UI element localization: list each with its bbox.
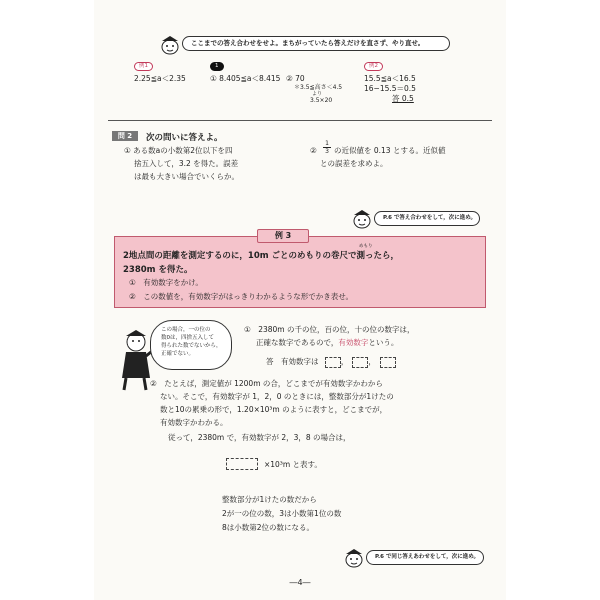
q1-answer-2-calc: 3.5×20 xyxy=(310,97,333,104)
solution2-line3: 数と10の累乗の形で，1.20×10³m のように表すと，どこまでが， xyxy=(160,405,388,414)
q2-item1-line2: 捨五入して，3.2 を得た。誤差 xyxy=(134,159,239,168)
example2-pill: 例2 xyxy=(364,62,383,71)
example2-answer-line2: 16−15.5＝0.5 xyxy=(364,84,416,93)
question1-pill: 1 xyxy=(210,62,224,71)
q2-fraction xyxy=(323,140,331,155)
solution2-line5: 従って，2380m で，有効数字が 2，3，8 の場合は， xyxy=(168,433,351,442)
q2-item2-line1: の近似値を 0.13 とする。近似値 xyxy=(334,146,446,155)
check-banner-1: P.6 で答え合わせをして，次に進め。 xyxy=(374,211,480,226)
bubble-line: この場合，一の位の xyxy=(161,327,211,333)
q1-answer-2-note: ＊3.5≦高さ＜4.5 xyxy=(294,84,343,91)
solution2-form: ×10³m と表す。 xyxy=(264,460,322,469)
answer-blank-1[interactable] xyxy=(325,357,341,368)
q1-answer-2-ruby: より xyxy=(312,91,323,97)
q2-item2-number: ② xyxy=(310,146,317,155)
comma: ， xyxy=(340,357,349,366)
q1-answer-1: ① 8.405≦a＜8.415 xyxy=(210,74,281,83)
speech-bubble xyxy=(150,320,232,370)
mascot-face-icon xyxy=(158,34,184,56)
answer-blank-2[interactable] xyxy=(352,357,368,368)
mascot-face-icon xyxy=(342,547,368,569)
form-blank[interactable] xyxy=(226,458,258,470)
q1-answer-2: ② 70 xyxy=(286,74,305,83)
solution1-answer xyxy=(266,356,396,368)
solution2-line4: 有効数字かわかる。 xyxy=(160,418,228,427)
example3-item1: ① 有効数字をかけ。 xyxy=(129,278,203,287)
fraction-numerator: 1 xyxy=(323,140,331,148)
section-divider xyxy=(108,120,492,121)
textbook-page xyxy=(94,0,506,600)
bubble-line: 正確でない。 xyxy=(161,351,195,357)
solution2-note3: 8は小数第2位の数になる。 xyxy=(222,523,315,532)
bubble-line: 数0は，四捨五入して xyxy=(161,335,214,341)
solution1-text: 正確な数字であるので， xyxy=(256,338,339,347)
example1-pill: 例1 xyxy=(134,62,153,71)
example2-answer-line1: 15.5≦a＜16.5 xyxy=(364,74,416,83)
example3-tab: 例 3 xyxy=(257,229,309,243)
answer-blank-3[interactable] xyxy=(380,357,396,368)
q2-item2-line2: との誤差を求めよ。 xyxy=(320,159,388,168)
example3-line2: 2380m を得た。 xyxy=(123,265,193,275)
q2-item1-line3: は最も大きい場合でいくらか。 xyxy=(134,172,239,181)
example3-box xyxy=(114,231,486,308)
example2-answer-final: 答 0.5 xyxy=(392,94,414,103)
example3-ruby: めもり xyxy=(359,244,373,249)
bubble-line: 得られた数でないから， xyxy=(161,343,222,349)
example3-line1: 2地点間の距離を測定するのに，10m ごとのめもりの巻尺で測ったら， xyxy=(123,251,400,261)
q2-item1-line1: ① ある数aの小数第2位以下を四 xyxy=(124,146,233,155)
solution1-line1: ① 2380m の千の位，百の位，十の位の数字は， xyxy=(244,325,415,334)
solution2-line1: ② たとえば，測定値が 1200m の合，どこまでが有効数字かわから xyxy=(150,379,383,388)
solution2-note1: 整数部分が1けたの数だから xyxy=(222,495,317,504)
solution1-line2 xyxy=(256,337,398,348)
comma: ， xyxy=(368,357,376,366)
example3-item2: ② この数値を，有効数字がはっきりわかるような形でかき表せ。 xyxy=(129,292,353,301)
question2-title: 次の問いに答えよ。 xyxy=(146,133,223,143)
solution1-text-end: という。 xyxy=(368,338,399,347)
mascot-face-icon xyxy=(350,208,376,230)
page-number: ―4― xyxy=(289,578,311,587)
question2-label: 問 2 xyxy=(112,131,138,141)
fraction-denominator: 3 xyxy=(325,148,329,155)
example1-answer: 2.25≦a＜2.35 xyxy=(134,74,186,83)
instruction-banner: ここまでの答え合わせをせよ。まちがっていたら答えだけを直さず、やり直せ。 xyxy=(182,36,450,51)
answer-label: 答 有効数字は xyxy=(266,357,319,366)
keyword-significant-figures: 有効数字 xyxy=(338,338,369,347)
check-banner-2: P.6 で同じ答えあわせをして，次に進め。 xyxy=(366,550,484,565)
solution2-line2: ない。そこで，有効数字が 1，2，0 のときには，整数部分が1けたの xyxy=(160,392,394,401)
solution2-note2: 2が一の位の数，3は小数第1位の数 xyxy=(222,509,342,518)
